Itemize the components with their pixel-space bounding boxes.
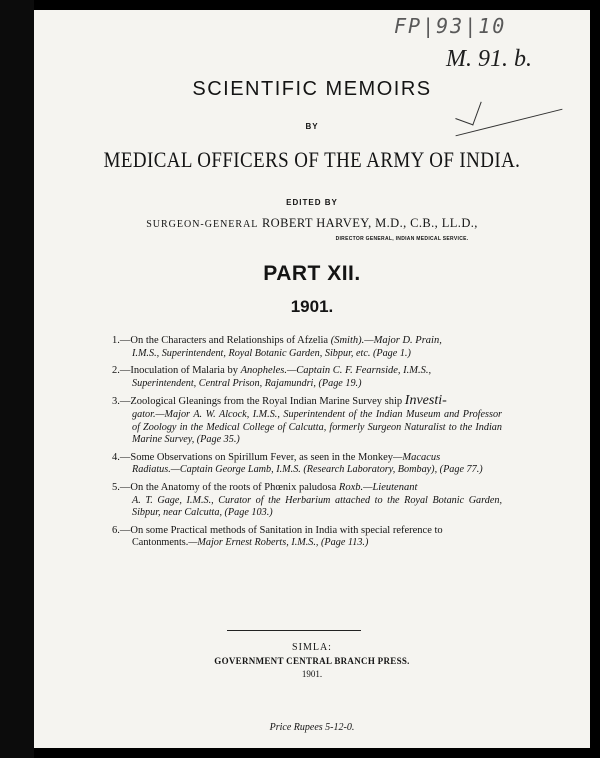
contents-entry	[112, 482, 502, 520]
entry-details: gator.—Major A. W. Alcock, I.M.S., Superintendent of the Indian Museum and Professor of Zoology in the Medical College of Calcutta, formerly Surgeon Naturalist to the Indian Marine Survey, (Page 35.)	[132, 408, 502, 446]
publication-year: 1901.	[290, 297, 334, 316]
imprint-press: GOVERNMENT CENTRAL BRANCH PRESS.	[214, 656, 410, 666]
part-number: PART XII.	[263, 262, 361, 285]
entry-details: —Major Ernest Roberts, I.M.S., (Page 113.)	[188, 537, 369, 549]
title-line-1: SCIENTIFIC MEMOIRS	[192, 78, 432, 100]
entry-author: —Lieutenant	[363, 481, 418, 493]
editor-rank: SURGEON-GENERAL	[146, 219, 259, 230]
entry-number: 1.	[112, 335, 120, 346]
entry-title: —Inoculation of Malaria by	[119, 365, 238, 377]
handwritten-callmark: M. 91. b.	[446, 46, 532, 72]
entry-title-italic: Anopheles.	[240, 365, 287, 377]
entry-title: —On some Practical methods of Sanitation in India with special reference to	[119, 524, 443, 536]
contents-entry	[112, 365, 502, 390]
entry-author: —Captain C. F. Fearnside, I.M.S.,	[286, 365, 432, 377]
entry-details: Superintendent, Central Prison, Rajamundri, (Page 19.)	[132, 377, 362, 389]
imprint-year: 1901.	[301, 669, 323, 679]
entry-number: 5.	[112, 481, 120, 493]
entry-details: I.M.S., Superintendent, Royal Botanic Garden, Sibpur, etc. (Page 1.)	[132, 347, 411, 359]
entry-number: 6.	[112, 524, 120, 536]
entry-details-plain: Cantonments.	[132, 537, 189, 549]
entry-number: 2.	[112, 365, 120, 377]
entry-title-italic: Roxb.	[338, 481, 364, 493]
entry-number: 4.	[112, 451, 120, 463]
entry-title: —Zoological Gleanings from the Royal Indian Marine Survey ship	[119, 396, 403, 408]
entry-details: Radiatus.—Captain George Lamb, I.M.S. (Research Laboratory, Bombay), (Page 77.)	[132, 464, 483, 476]
title-page	[34, 10, 590, 748]
entry-details: A. T. Gage, I.M.S., Curator of the Herbarium attached to the Royal Botanic Garden, Sibpur, near Calcutta, (Page 103.)	[132, 494, 502, 519]
title-line-2: MEDICAL OFFICERS OF THE ARMY OF INDIA.	[103, 147, 521, 172]
title-by: BY	[305, 122, 319, 131]
contents-entry	[112, 452, 502, 477]
entry-author: —Macacus	[393, 451, 441, 463]
entry-title: —On the Anatomy of the roots of Phœnix paludosa	[119, 481, 337, 493]
entry-title: —On the Characters and Relationships of Afzelia	[119, 335, 329, 346]
entry-title-italic: Investi-	[404, 393, 447, 409]
scan-border	[0, 0, 34, 758]
entry-number: 3.	[112, 396, 120, 408]
entry-title-italic: (Smith).	[330, 335, 365, 346]
contents-entry	[112, 525, 502, 550]
editor-office: DIRECTOR GENERAL, INDIAN MEDICAL SERVICE.	[335, 236, 469, 242]
editor-name-line	[34, 216, 590, 231]
entry-title: —Some Observations on Spirillum Fever, as seen in the Monkey	[119, 451, 394, 463]
imprint-city: SIMLA:	[292, 642, 332, 653]
divider-rule	[227, 630, 361, 631]
contents-entry	[112, 395, 502, 446]
entry-author: —Major D. Prain,	[364, 335, 442, 346]
editor-name: ROBERT HARVEY, M.D., C.B., LL.D.,	[261, 216, 478, 230]
contents-list	[112, 335, 502, 555]
price-line: Price Rupees 5-12-0.	[269, 722, 355, 733]
contents-entry	[112, 335, 502, 360]
edited-by-label: EDITED BY	[286, 198, 338, 207]
shelfmark-stamp: FP|93|10	[394, 14, 507, 38]
